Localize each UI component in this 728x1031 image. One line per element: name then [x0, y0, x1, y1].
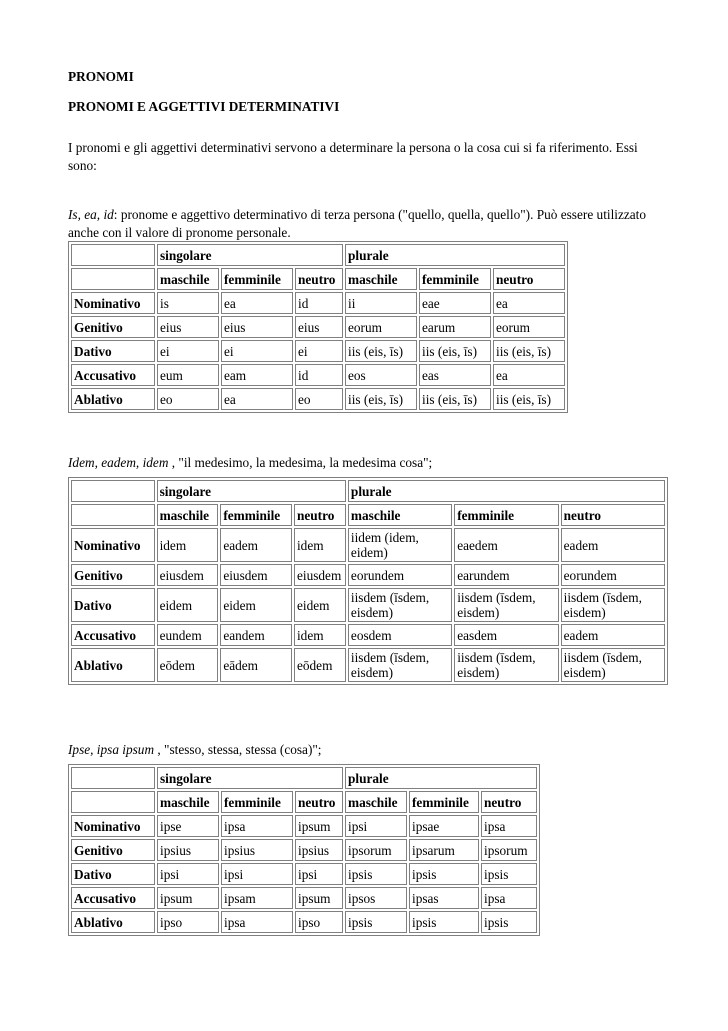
header-cell: neutro — [493, 268, 565, 290]
table-ipse — [68, 764, 540, 936]
table-row — [71, 624, 665, 646]
table-cell: eiusdem — [220, 564, 292, 586]
table-cell: eius — [221, 316, 293, 338]
case-label: Genitivo — [71, 316, 155, 338]
table-subheader-row — [71, 268, 565, 290]
table-row — [71, 340, 565, 362]
header-cell: maschile — [345, 791, 407, 813]
case-label: Nominativo — [71, 528, 155, 562]
header-cell: neutro — [295, 268, 343, 290]
header-cell: femminile — [409, 791, 479, 813]
table-cell: ei — [221, 340, 293, 362]
table-header-row — [71, 767, 537, 789]
header-cell: femminile — [221, 791, 293, 813]
table-cell: eidem — [294, 588, 346, 622]
table-subheader-row — [71, 504, 665, 526]
case-label: Nominativo — [71, 815, 155, 837]
table-cell: iisdem (īsdem, eisdem) — [348, 648, 452, 682]
is-ea-id-intro — [68, 206, 668, 242]
header-corner — [71, 244, 155, 266]
case-label: Accusativo — [71, 624, 155, 646]
table-cell: iisdem (īsdem, eisdem) — [561, 648, 665, 682]
case-label: Genitivo — [71, 564, 155, 586]
table-cell: earundem — [454, 564, 558, 586]
table-cell: ipsius — [157, 839, 219, 861]
case-label: Ablativo — [71, 388, 155, 410]
header-corner — [71, 767, 155, 789]
table-cell: ipsorum — [345, 839, 407, 861]
ipse-intro — [68, 741, 668, 759]
table-cell: ipsis — [345, 911, 407, 933]
term-is-ea-id: Is, ea, id — [68, 207, 114, 222]
table-cell: ipsi — [345, 815, 407, 837]
case-label: Nominativo — [71, 292, 155, 314]
header-plurale: plurale — [345, 244, 565, 266]
case-label: Dativo — [71, 340, 155, 362]
header-plurale: plurale — [345, 767, 537, 789]
table-cell: ipsa — [221, 911, 293, 933]
table-cell: ipso — [157, 911, 219, 933]
header-cell: neutro — [294, 504, 346, 526]
header-singolare: singolare — [157, 480, 346, 502]
header-cell: femminile — [221, 268, 293, 290]
table-cell: iidem (idem, eidem) — [348, 528, 452, 562]
page-title: PRONOMI — [68, 69, 134, 84]
header-cell: maschile — [348, 504, 452, 526]
table-cell: idem — [157, 528, 219, 562]
table-cell: eādem — [220, 648, 292, 682]
table-cell: eorundem — [561, 564, 665, 586]
header-cell: femminile — [454, 504, 558, 526]
case-label: Accusativo — [71, 364, 155, 386]
header-corner — [71, 268, 155, 290]
table-cell: ipsum — [157, 887, 219, 909]
header-corner — [71, 504, 155, 526]
table-row — [71, 648, 665, 682]
header-cell: neutro — [481, 791, 537, 813]
table-cell: ipsarum — [409, 839, 479, 861]
header-corner — [71, 791, 155, 813]
case-label: Genitivo — [71, 839, 155, 861]
table-cell: iis (eis, īs) — [419, 340, 491, 362]
case-label: Ablativo — [71, 911, 155, 933]
table-cell: eius — [295, 316, 343, 338]
table-cell: ipsas — [409, 887, 479, 909]
table-cell: eos — [345, 364, 417, 386]
table-cell: ipsis — [409, 911, 479, 933]
table-cell: iis (eis, īs) — [493, 388, 565, 410]
table-cell: eidem — [157, 588, 219, 622]
case-label: Dativo — [71, 588, 155, 622]
table-is-ea-id — [68, 241, 568, 413]
table-cell: ipsi — [157, 863, 219, 885]
desc-is-ea-id: : pronome e aggettivo determinativo di terza persona ("quello, quella, quello"). Può essere utilizzato anche con il valore di pronome personale. — [68, 207, 647, 240]
table-row — [71, 316, 565, 338]
header-cell: femminile — [419, 268, 491, 290]
table-cell: eiusdem — [157, 564, 219, 586]
table-cell: iis (eis, īs) — [345, 388, 417, 410]
term-idem: Idem, eadem, idem — [68, 455, 169, 470]
table-cell: iis (eis, īs) — [345, 340, 417, 362]
header-cell: maschile — [157, 504, 219, 526]
table-cell: ipso — [295, 911, 343, 933]
table-cell: ipsa — [221, 815, 293, 837]
table-cell: eosdem — [348, 624, 452, 646]
table-row — [71, 839, 537, 861]
table-cell: ipsos — [345, 887, 407, 909]
table-subheader-row — [71, 791, 537, 813]
table-cell: ea — [493, 364, 565, 386]
table-cell: ipsi — [295, 863, 343, 885]
table-header-row — [71, 480, 665, 502]
table-cell: ei — [295, 340, 343, 362]
table-cell: eidem — [220, 588, 292, 622]
table-row — [71, 911, 537, 933]
table-row — [71, 528, 665, 562]
table-cell: easdem — [454, 624, 558, 646]
table-cell: eadem — [561, 624, 665, 646]
table-cell: ipsius — [221, 839, 293, 861]
table-cell: is — [157, 292, 219, 314]
table-row — [71, 815, 537, 837]
header-cell: maschile — [157, 268, 219, 290]
table-cell: eius — [157, 316, 219, 338]
desc-idem: , "il medesimo, la medesima, la medesima cosa"; — [168, 455, 433, 470]
table-cell: ea — [221, 292, 293, 314]
table-cell: ipsius — [295, 839, 343, 861]
table-cell: eam — [221, 364, 293, 386]
intro-paragraph: I pronomi e gli aggettivi determinativi servono a determinare la persona o la cosa cui si fa riferimento. Essi sono: — [68, 140, 638, 173]
term-ipse: Ipse, ipsa ipsum — [68, 742, 155, 757]
table-cell: iisdem (īsdem, eisdem) — [454, 648, 558, 682]
table-cell: id — [295, 364, 343, 386]
table-cell: ipsum — [295, 887, 343, 909]
table-cell: eadem — [220, 528, 292, 562]
table-cell: ii — [345, 292, 417, 314]
header-plurale: plurale — [348, 480, 665, 502]
table-cell: eōdem — [157, 648, 219, 682]
table-row — [71, 564, 665, 586]
table-cell: ipse — [157, 815, 219, 837]
case-label: Ablativo — [71, 648, 155, 682]
table-cell: eorum — [345, 316, 417, 338]
header-singolare: singolare — [157, 767, 343, 789]
table-cell: eae — [419, 292, 491, 314]
table-cell: ipsis — [481, 911, 537, 933]
table-idem — [68, 477, 668, 685]
table-cell: ipsae — [409, 815, 479, 837]
table-cell: iisdem (īsdem, eisdem) — [454, 588, 558, 622]
table-cell: iis (eis, īs) — [493, 340, 565, 362]
table-cell: eorum — [493, 316, 565, 338]
header-cell: neutro — [561, 504, 665, 526]
table-cell: ipsa — [481, 887, 537, 909]
table-row — [71, 863, 537, 885]
table-cell: idem — [294, 624, 346, 646]
idem-intro — [68, 454, 668, 472]
table-cell: ipsa — [481, 815, 537, 837]
table-cell: ipsam — [221, 887, 293, 909]
table-cell: ea — [493, 292, 565, 314]
table-cell: iisdem (īsdem, eisdem) — [348, 588, 452, 622]
header-cell: femminile — [220, 504, 292, 526]
table-cell: eas — [419, 364, 491, 386]
table-header-row — [71, 244, 565, 266]
table-cell: eōdem — [294, 648, 346, 682]
table-cell: ea — [221, 388, 293, 410]
table-row — [71, 364, 565, 386]
table-cell: iisdem (īsdem, eisdem) — [561, 588, 665, 622]
table-cell: ipsis — [481, 863, 537, 885]
table-cell: eaedem — [454, 528, 558, 562]
table-row — [71, 887, 537, 909]
header-singolare: singolare — [157, 244, 343, 266]
table-cell: eandem — [220, 624, 292, 646]
table-cell: ipsis — [409, 863, 479, 885]
case-label: Dativo — [71, 863, 155, 885]
table-cell: ei — [157, 340, 219, 362]
table-cell: ipsum — [295, 815, 343, 837]
table-cell: eiusdem — [294, 564, 346, 586]
table-cell: eundem — [157, 624, 219, 646]
table-cell: ipsi — [221, 863, 293, 885]
table-cell: eadem — [561, 528, 665, 562]
case-label: Accusativo — [71, 887, 155, 909]
table-cell: ipsorum — [481, 839, 537, 861]
header-cell: maschile — [157, 791, 219, 813]
table-row — [71, 292, 565, 314]
table-cell: id — [295, 292, 343, 314]
header-cell: neutro — [295, 791, 343, 813]
section-heading: PRONOMI E AGGETTIVI DETERMINATIVI — [68, 99, 340, 114]
table-row — [71, 588, 665, 622]
table-cell: eo — [157, 388, 219, 410]
table-cell: iis (eis, īs) — [419, 388, 491, 410]
table-cell: ipsis — [345, 863, 407, 885]
table-cell: earum — [419, 316, 491, 338]
table-cell: eorundem — [348, 564, 452, 586]
table-cell: eo — [295, 388, 343, 410]
table-cell: eum — [157, 364, 219, 386]
table-cell: idem — [294, 528, 346, 562]
table-row — [71, 388, 565, 410]
desc-ipse: , "stesso, stessa, stessa (cosa)"; — [154, 742, 322, 757]
header-cell: maschile — [345, 268, 417, 290]
header-corner — [71, 480, 155, 502]
